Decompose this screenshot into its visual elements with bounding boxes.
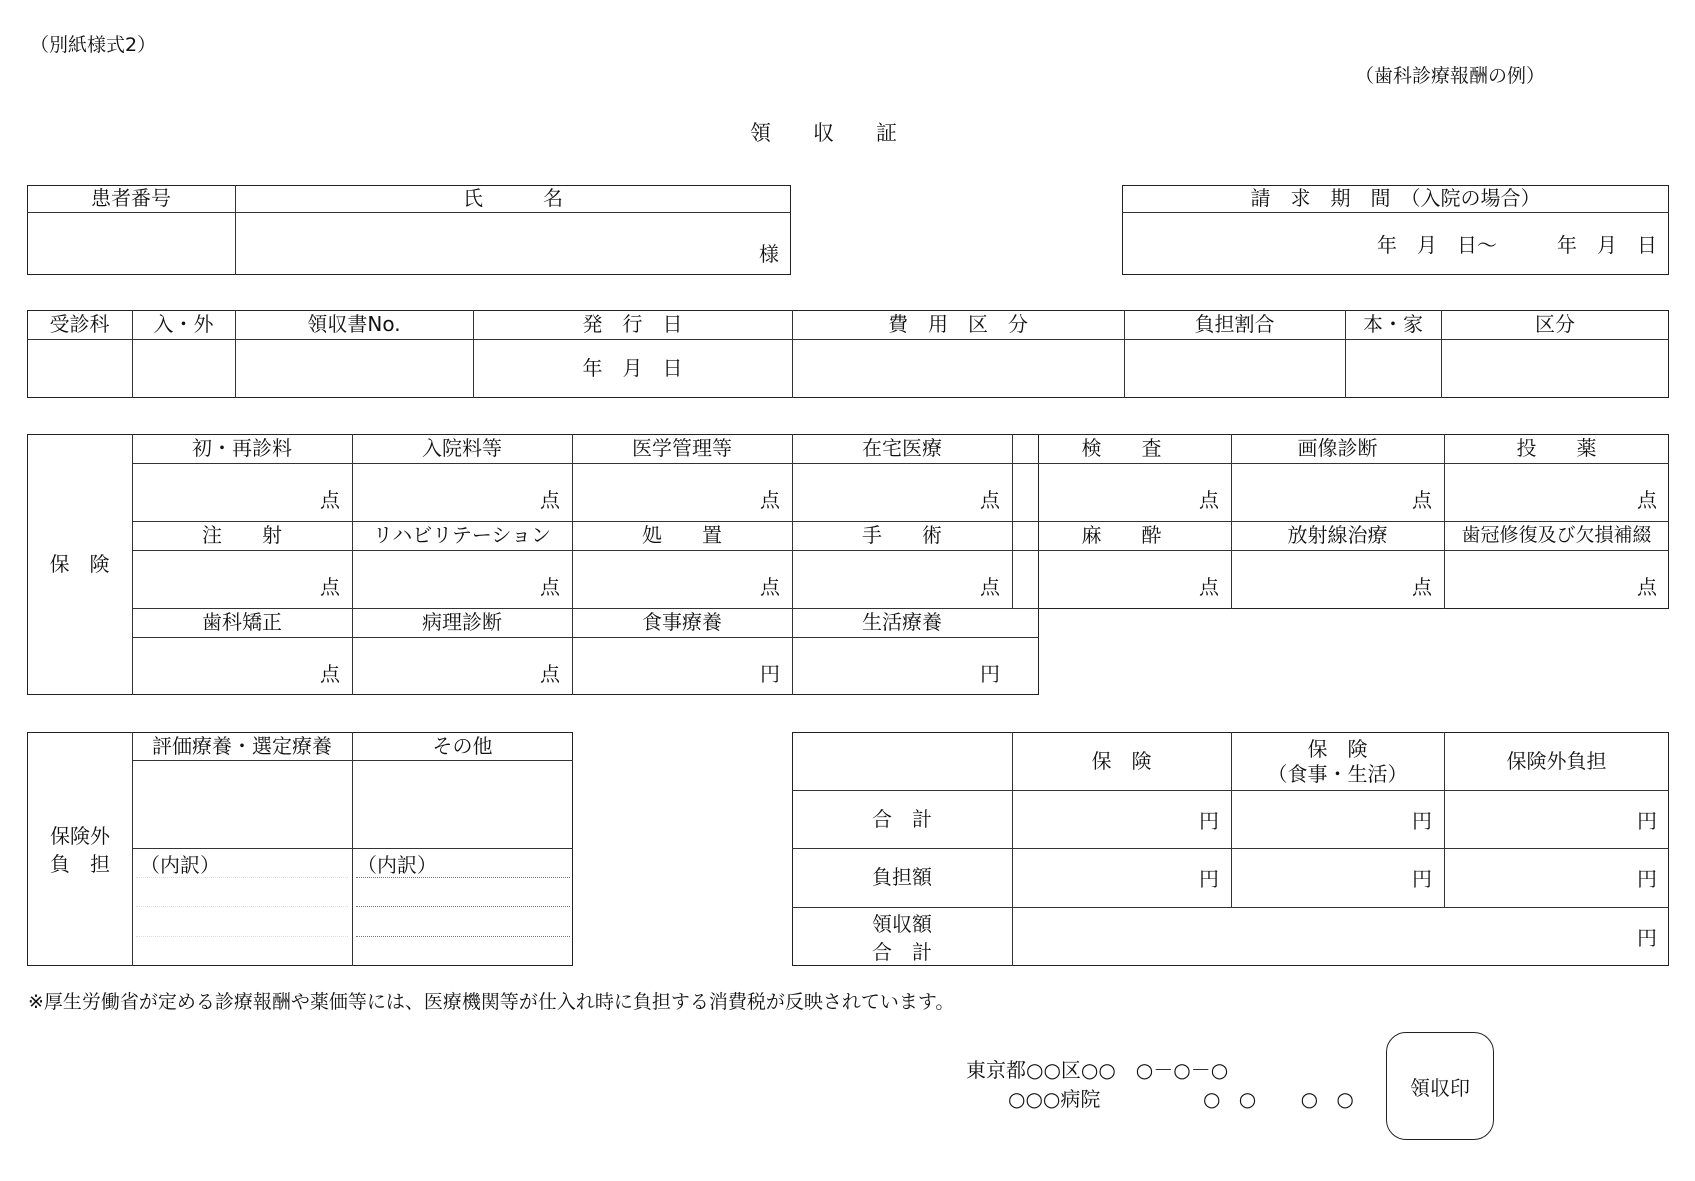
unit-label: 点 (320, 488, 340, 512)
item-field[interactable] (1444, 550, 1669, 608)
item-label: 医学管理等 (632, 436, 732, 460)
col-meal-line2: （食事・生活） (1267, 762, 1408, 786)
item-label: 注 射 (202, 523, 282, 547)
item-field[interactable] (132, 550, 352, 608)
unit-label: 円 (760, 662, 780, 686)
item-label: 麻 酔 (1081, 523, 1162, 547)
unit-label: 円 (980, 662, 1000, 686)
item-label: 食事療養 (642, 610, 722, 634)
yen-unit: 円 (1637, 867, 1657, 891)
yen-unit: 円 (1199, 867, 1219, 891)
item-field[interactable] (572, 463, 792, 521)
form-label: （別紙様式2） (30, 34, 157, 56)
row-received-line2: 合 計 (872, 940, 932, 964)
item-label: 手 術 (862, 523, 942, 547)
total-non-insurance-field[interactable] (1444, 790, 1669, 848)
issuer-address: 東京都○○区○○ ○－○－○ (966, 1058, 1229, 1082)
unit-label: 点 (540, 575, 560, 599)
issuer-seals: ○ ○ ○ ○ (1203, 1087, 1360, 1111)
unit-label: 点 (1199, 488, 1219, 512)
insurance-label: 保 険 (49, 552, 110, 576)
header-other: その他 (432, 733, 493, 758)
header-receipt-no: 領収書No. (307, 312, 401, 336)
header-cost-category: 費 用 区 分 (888, 312, 1028, 336)
item-field[interactable] (352, 550, 572, 608)
header-evaluation-therapy: 評価療養・選定療養 (152, 733, 332, 758)
item-field[interactable] (792, 463, 1012, 521)
billing-period-field[interactable] (1122, 212, 1669, 275)
item-label: 病理診断 (422, 610, 502, 634)
patient-name-field[interactable] (235, 212, 791, 275)
unit-label: 点 (540, 662, 560, 686)
honorific-label: 様 (759, 242, 779, 266)
item-field[interactable] (1012, 463, 1231, 521)
breakdown-label-2: （内訳） (357, 853, 437, 877)
issue-date-field[interactable] (473, 339, 792, 398)
item-field[interactable] (352, 463, 572, 521)
billing-period-header: 請 求 期 間 （入院の場合） (1250, 186, 1541, 210)
receipt-stamp-label: 領収印 (1410, 1075, 1470, 1100)
item-label: 処 置 (642, 523, 722, 547)
burden-non-insurance-field[interactable] (1444, 848, 1669, 907)
unit-label: 点 (980, 488, 1000, 512)
burden-meal-field[interactable] (1231, 848, 1444, 907)
page-title: 領 収 証 (750, 121, 897, 145)
item-field[interactable] (1231, 463, 1444, 521)
row-burden: 負担額 (872, 865, 932, 889)
col-non-insurance: 保険外負担 (1506, 748, 1607, 773)
header-classification: 区分 (1535, 312, 1575, 336)
patient-number-header: 患者番号 (91, 186, 171, 210)
example-label: （歯科診療報酬の例） (1354, 65, 1545, 87)
unit-label: 点 (1199, 575, 1219, 599)
breakdown-label-1: （内訳） (140, 853, 220, 877)
evaluation-therapy-field[interactable] (132, 760, 352, 848)
item-label: 歯科矯正 (202, 610, 282, 634)
item-label: 放射線治療 (1287, 523, 1388, 547)
col-insurance: 保 険 (1091, 748, 1152, 773)
unit-label: 点 (540, 488, 560, 512)
item-label: 入院料等 (422, 436, 502, 460)
header-insured-family: 本・家 (1363, 312, 1423, 336)
item-label: 投 薬 (1516, 436, 1597, 460)
total-meal-field[interactable] (1231, 790, 1444, 848)
non-insurance-label-1: 保険外 (50, 824, 110, 848)
item-field[interactable] (1444, 463, 1669, 521)
unit-label: 点 (320, 575, 340, 599)
other-field[interactable] (352, 760, 573, 848)
item-field[interactable] (1012, 550, 1231, 608)
billing-period-value: 年 月 日～ 年 月 日 (1377, 233, 1657, 257)
item-label: 画像診断 (1297, 436, 1378, 460)
item-field[interactable] (1231, 550, 1444, 608)
header-issue-date: 発 行 日 (582, 312, 683, 336)
yen-unit: 円 (1637, 808, 1657, 833)
received-total-field[interactable] (1012, 907, 1669, 966)
item-field[interactable] (792, 550, 1012, 608)
item-field[interactable] (132, 637, 352, 695)
issue-date-value: 年 月 日 (582, 356, 683, 380)
unit-label: 点 (320, 662, 340, 686)
issuer-name: ○○○病院 (1008, 1087, 1101, 1111)
header-department: 受診科 (49, 312, 110, 336)
item-field[interactable] (132, 463, 352, 521)
col-meal-line1: 保 険 (1307, 737, 1368, 761)
tax-note: ※厚生労働省が定める診療報酬や薬価等には、医療機関等が仕入れ時に負担する消費税が反映されています。 (28, 991, 955, 1013)
burden-insurance-field[interactable] (1012, 848, 1231, 907)
receipt-stamp (1386, 1032, 1494, 1140)
unit-label: 点 (1637, 488, 1657, 512)
row-total: 合 計 (872, 806, 932, 831)
unit-label: 点 (980, 575, 1000, 599)
unit-label: 点 (1637, 575, 1657, 599)
item-field[interactable] (572, 550, 792, 608)
unit-label: 点 (760, 488, 780, 512)
yen-unit: 円 (1412, 808, 1432, 833)
row-received-line1: 領収額 (872, 912, 932, 936)
patient-name-header: 氏 名 (463, 186, 563, 210)
unit-label: 点 (1412, 488, 1432, 512)
header-burden-ratio: 負担割合 (1194, 312, 1275, 336)
item-label: 検 査 (1081, 436, 1162, 460)
item-field[interactable] (792, 637, 1012, 695)
item-field[interactable] (352, 637, 572, 695)
header-in-out: 入・外 (153, 312, 214, 336)
non-insurance-label-2: 負 担 (50, 852, 110, 876)
item-label: リハビリテーション (372, 523, 552, 547)
unit-label: 点 (760, 575, 780, 599)
item-label: 生活療養 (862, 610, 942, 634)
total-insurance-field[interactable] (1012, 790, 1231, 848)
yen-unit: 円 (1412, 867, 1432, 891)
item-label: 歯冠修復及び欠損補綴 (1461, 523, 1652, 546)
yen-unit: 円 (1637, 926, 1657, 950)
unit-label: 点 (1412, 575, 1432, 599)
item-label: 初・再診料 (192, 436, 292, 460)
item-field[interactable] (572, 637, 792, 695)
yen-unit: 円 (1199, 808, 1219, 833)
item-label: 在宅医療 (862, 436, 942, 460)
